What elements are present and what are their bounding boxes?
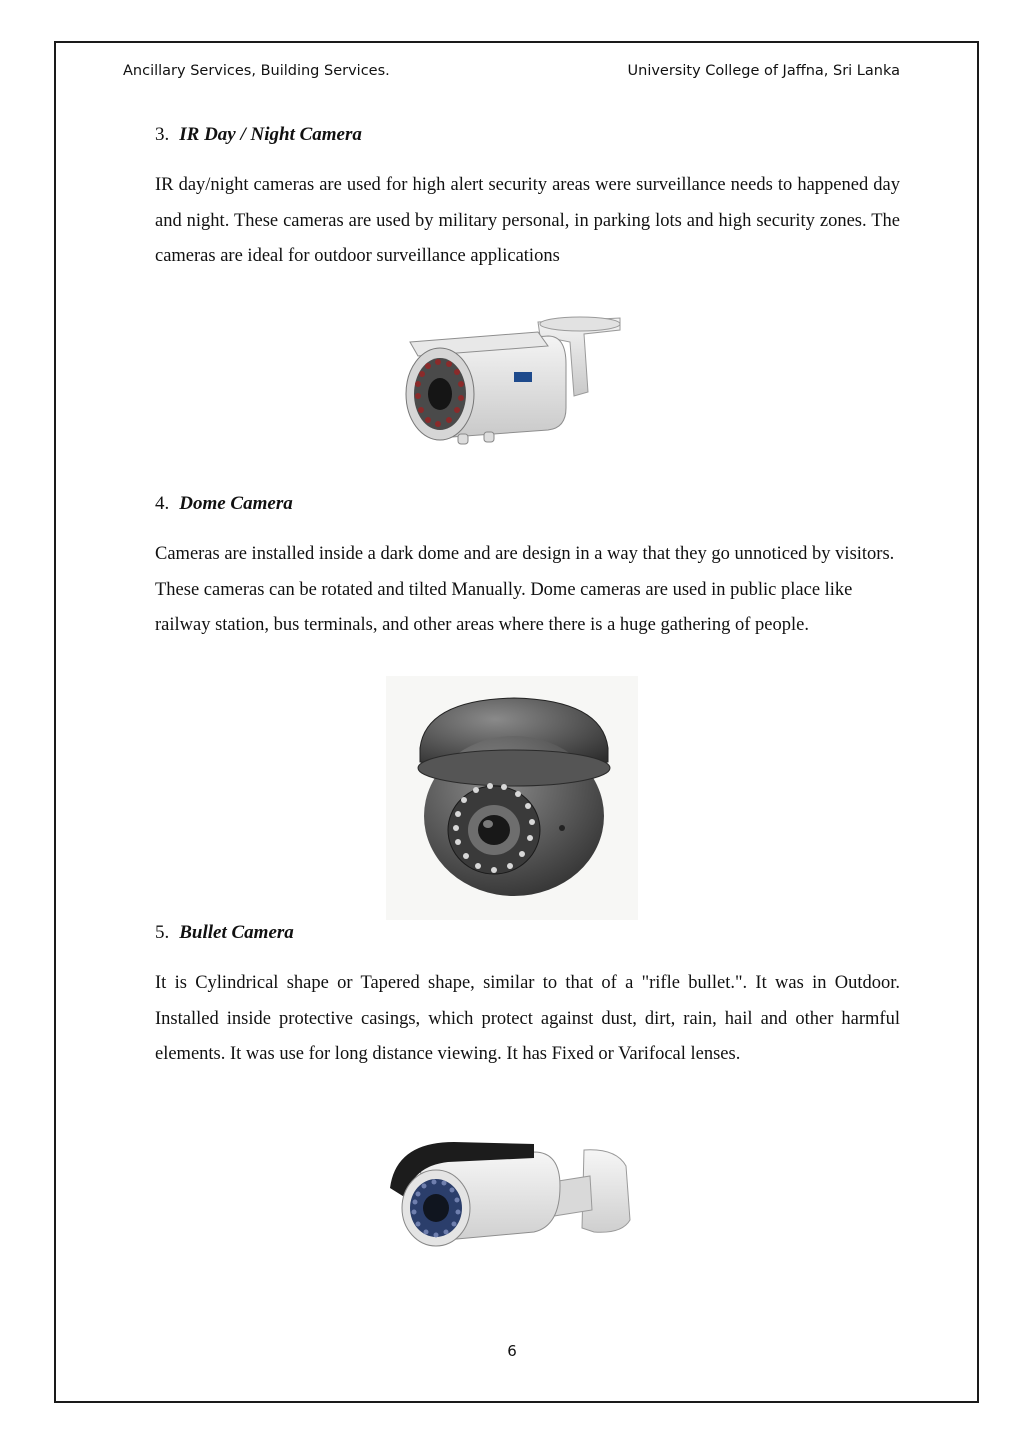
dome-camera-photo: [386, 676, 638, 920]
section-title: IR Day / Night Camera: [179, 124, 362, 145]
page-number: 6: [507, 1342, 517, 1360]
section-number: 5.: [155, 922, 170, 943]
section-number: 3.: [155, 124, 170, 145]
section-heading: [155, 124, 362, 146]
section-paragraph: Cameras are installed inside a dark dome and are design in a way that they go unnoticed by visitors. These cameras can be rotated and tilted Manually. Dome cameras are used in public place like railway station, bus terminals, and other areas where there is a huge gathering of people.: [155, 544, 895, 635]
section-title: Dome Camera: [179, 493, 293, 514]
section-paragraph: It is Cylindrical shape or Tapered shape, similar to that of a "rifle bullet.". It was in Outdoor. Installed inside protective casings, which protect against dust, dirt, rain, hail and other harmful elements. It was use for long distance viewing. It has Fixed or Varifocal lenses.: [155, 973, 900, 1064]
section-heading: [155, 493, 293, 515]
header-left: Ancillary Services, Building Services.: [123, 63, 390, 79]
section-heading: [155, 922, 294, 944]
header-right: University College of Jaffna, Sri Lanka: [627, 63, 900, 79]
section-title: Bullet Camera: [179, 922, 294, 943]
bullet-camera-photo: [384, 1136, 636, 1260]
ir-day-night-camera-photo: [398, 312, 626, 452]
section-number: 4.: [155, 493, 170, 514]
section-paragraph: IR day/night cameras are used for high alert security areas were surveillance needs to happened day and night. These cameras are used by military personal, in parking lots and high security zones. The cameras are ideal for outdoor surveillance applications: [155, 175, 900, 266]
